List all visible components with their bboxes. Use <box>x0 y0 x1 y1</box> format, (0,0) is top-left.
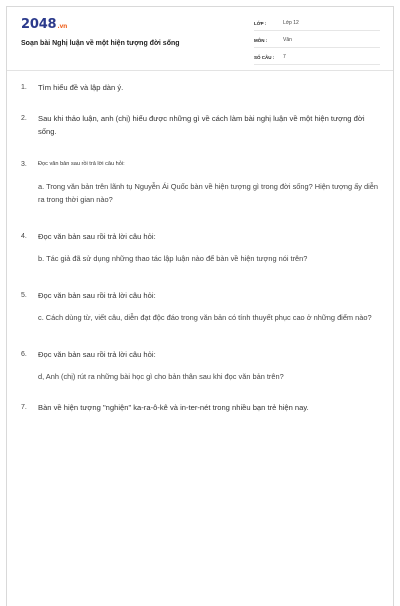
question-number: 2. <box>21 115 27 122</box>
meta-info <box>254 16 380 67</box>
meta-label: LỚP : <box>254 20 267 26</box>
meta-value: 7 <box>283 54 286 60</box>
logo-suffix-text: .vn <box>57 23 68 30</box>
document-title: Soạn bài Nghị luận về một hiện tượng đời sống <box>21 40 180 47</box>
question-text: Tìm hiểu đề và lập dàn ý. <box>38 83 124 92</box>
question-item <box>21 401 383 414</box>
meta-row-question-count <box>254 50 380 65</box>
question-subtext: d, Anh (chị) rút ra những bài học gì cho bản thân sau khi đọc văn bản trên? <box>38 372 284 381</box>
question-number: 4. <box>21 233 27 240</box>
site-logo[interactable] <box>21 17 67 32</box>
question-text: Sau khi thảo luận, anh (chị) hiểu được những gì về cách làm bài nghị luận về một hiện tượng đời sống. <box>38 114 365 136</box>
worksheet-page <box>6 6 394 606</box>
question-text: Đọc văn bản sau rồi trả lời câu hỏi: <box>38 350 156 359</box>
question-subtext: a. Trong văn bản trên lãnh tụ Nguyễn Ái Quốc bàn về hiện tượng gì trong đời sống? Hiện tượng ấy diễn ra trong thời gian nào? <box>38 182 378 204</box>
question-item <box>21 289 383 324</box>
logo-main-text: 2048 <box>21 17 57 32</box>
question-item <box>21 348 383 383</box>
question-number: 3. <box>21 161 27 168</box>
worksheet-header <box>7 7 393 71</box>
question-text: Bàn về hiện tượng "nghiện" ka-ra-ô-kê và in-ter-nét trong nhiều bạn trẻ hiện nay. <box>38 403 309 412</box>
question-number: 1. <box>21 84 27 91</box>
meta-row-subject <box>254 33 380 48</box>
question-text: Đọc văn bản sau rồi trả lời câu hỏi: <box>38 232 156 241</box>
meta-row-class <box>254 16 380 31</box>
question-subtext: c. Cách dùng từ, viết câu, diễn đạt độc đáo trong văn bản có tính thuyết phục cao ở những điểm nào? <box>38 313 372 322</box>
question-text: Đọc văn bản sau rồi trả lời câu hỏi: <box>38 161 125 167</box>
question-item <box>21 158 383 206</box>
question-subtext: b. Tác giả đã sử dụng những thao tác lập luận nào để bàn về hiện tượng nói trên? <box>38 254 308 263</box>
question-number: 6. <box>21 351 27 358</box>
question-number: 7. <box>21 404 27 411</box>
question-list <box>21 81 383 414</box>
meta-label: SỐ CÂU : <box>254 54 275 60</box>
question-item <box>21 81 383 94</box>
question-text: Đọc văn bản sau rồi trả lời câu hỏi: <box>38 291 156 300</box>
meta-value: Văn <box>283 37 292 43</box>
question-item <box>21 112 383 138</box>
meta-label: MÔN : <box>254 37 268 43</box>
meta-value: Lớp 12 <box>283 20 299 26</box>
question-number: 5. <box>21 292 27 299</box>
question-item <box>21 230 383 265</box>
